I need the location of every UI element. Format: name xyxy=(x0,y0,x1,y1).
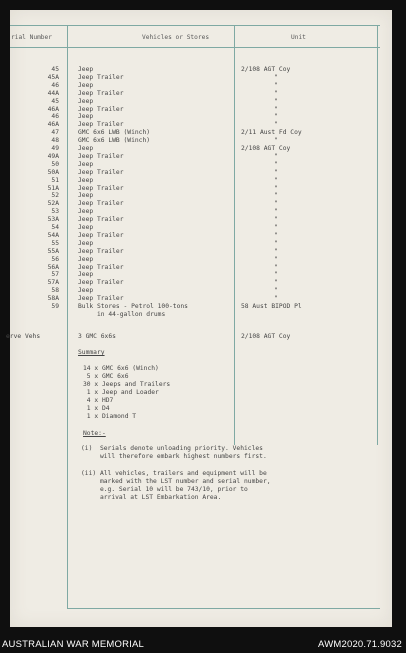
vehicle-or-store: Jeep xyxy=(78,145,94,152)
reserve-unit: 2/108 AGT Coy xyxy=(241,333,291,340)
vehicle-or-store: GMC 6x6 LWB (Winch) xyxy=(78,137,151,145)
unit: " xyxy=(274,152,278,160)
vehicle-or-store: Jeep xyxy=(78,224,94,231)
vehicle-or-store: Jeep xyxy=(78,81,94,89)
unit: " xyxy=(274,295,278,303)
vehicle-or-store: Jeep xyxy=(78,287,94,295)
summary-line: 1 x Diamond T xyxy=(83,413,137,420)
serial-number: 57A xyxy=(47,279,59,287)
serial-number: 49A xyxy=(47,152,59,160)
unit: " xyxy=(274,105,278,113)
unit: " xyxy=(274,121,278,129)
serial-number: 50 xyxy=(51,160,59,168)
table-bottom-rule xyxy=(67,608,380,609)
serial-number: 46A xyxy=(47,121,59,129)
header-serial-number: rial Number xyxy=(11,34,52,41)
vehicle-or-store: GMC 6x6 LWB (Winch) xyxy=(78,129,151,137)
serial-number: 47 xyxy=(51,129,59,137)
unit: " xyxy=(274,73,278,81)
serial-number: 51 xyxy=(51,176,59,184)
vehicle-or-store: Jeep Trailer xyxy=(78,105,124,113)
unit: " xyxy=(274,224,278,231)
serial-number: 52A xyxy=(47,200,59,208)
unit: 2/11 Aust Fd Coy xyxy=(241,129,302,137)
vehicle-or-store: Jeep xyxy=(78,176,94,184)
vehicle-or-store: Jeep Trailer xyxy=(78,231,124,239)
unit: " xyxy=(274,200,278,208)
unit: 2/108 AGT Coy xyxy=(241,66,291,73)
serial-number: 49 xyxy=(51,145,59,152)
vehicle-or-store: Jeep xyxy=(78,113,94,121)
header-vehicles-or-stores: Vehicles or Stores xyxy=(142,34,210,41)
vehicle-or-store: Jeep Trailer xyxy=(78,152,124,160)
vehicle-or-store: Jeep xyxy=(78,208,94,216)
unit: " xyxy=(274,231,278,239)
unit: 58 Aust BIPOD Pl xyxy=(241,303,302,310)
vehicle-or-store: Jeep Trailer xyxy=(78,263,124,271)
unit: " xyxy=(274,184,278,192)
serial-number: 56A xyxy=(47,263,59,271)
summary-line: 5 x GMC 6x6 xyxy=(83,373,129,380)
serial-number: 46 xyxy=(51,81,59,89)
unit: " xyxy=(274,97,278,105)
unit: " xyxy=(274,176,278,184)
serial-number: 45 xyxy=(51,97,59,105)
unit: " xyxy=(274,239,278,247)
unit: " xyxy=(274,168,278,176)
vehicle-or-store: Jeep xyxy=(78,66,94,73)
unit: " xyxy=(274,263,278,271)
serial-number: 51A xyxy=(47,184,59,192)
summary-heading: Summary xyxy=(78,349,105,356)
serial-number: 54A xyxy=(47,231,59,239)
serial-number: 54 xyxy=(51,224,59,231)
vehicle-or-store: Jeep xyxy=(78,239,94,247)
unit: " xyxy=(274,208,278,216)
vehicle-or-store: in 44-gallon drums xyxy=(97,310,166,318)
unit: " xyxy=(274,89,278,97)
serial-column-divider xyxy=(67,25,68,608)
note-item-1: (i) Serials denote unloading priority. Vehicles will therefore embark highest numbers first. xyxy=(81,445,267,460)
serial-number: 53 xyxy=(51,208,59,216)
vehicle-or-store: Jeep xyxy=(78,97,94,105)
vehicle-or-store: Jeep Trailer xyxy=(78,247,124,255)
notes-heading: Note:- xyxy=(83,430,106,437)
vehicle-or-store: Jeep Trailer xyxy=(78,279,124,287)
header-unit: Unit xyxy=(291,34,306,41)
unit: " xyxy=(274,279,278,287)
right-column-divider xyxy=(377,25,378,445)
serial-number: 45 xyxy=(51,66,59,73)
serial-number: 45A xyxy=(47,73,59,81)
unit: " xyxy=(274,160,278,168)
summary-line: 30 x Jeeps and Trailers xyxy=(83,381,171,388)
unit: " xyxy=(274,216,278,224)
unit: " xyxy=(274,192,278,200)
vehicle-or-store: Jeep xyxy=(78,271,94,279)
vehicle-or-store: Jeep Trailer xyxy=(78,73,124,81)
vehicle-or-store: Jeep Trailer xyxy=(78,121,124,129)
summary-line: 1 x Jeep and Loader xyxy=(83,389,159,396)
serial-number: 44A xyxy=(47,89,59,97)
serial-number: 46 xyxy=(51,113,59,121)
vehicle-or-store: Jeep Trailer xyxy=(78,295,124,303)
serial-number: 59 xyxy=(51,303,59,310)
vehicle-or-store: Jeep xyxy=(78,160,94,168)
serial-number: 58 xyxy=(51,287,59,295)
header-bottom-rule xyxy=(10,47,380,48)
summary-line: 14 x GMC 6x6 (Winch) xyxy=(83,365,159,372)
document-page xyxy=(6,10,392,627)
summary-line: 4 x HD7 xyxy=(83,397,114,404)
vehicle-or-store: Jeep Trailer xyxy=(78,184,124,192)
note-item-2: (ii) All vehicles, trailers and equipment will be marked with the LST number and serial number, e.g. Serial 10 will be 743/10, prior to arrival at LST Embarkation Area. xyxy=(81,470,271,501)
unit: " xyxy=(274,113,278,121)
serial-number: 53A xyxy=(47,216,59,224)
vehicle-or-store: Jeep Trailer xyxy=(78,200,124,208)
vehicle-or-store: Jeep Trailer xyxy=(78,216,124,224)
vehicle-or-store: Jeep Trailer xyxy=(78,168,124,176)
unit: 2/108 AGT Coy xyxy=(241,145,291,152)
vehicle-or-store: Jeep Trailer xyxy=(78,89,124,97)
serial-number: 50A xyxy=(47,168,59,176)
serial-number: 48 xyxy=(51,137,59,145)
serial-number: 52 xyxy=(51,192,59,200)
unit: " xyxy=(274,81,278,89)
unit: " xyxy=(274,137,278,145)
summary-line: 1 x D4 xyxy=(83,405,110,412)
unit: " xyxy=(274,271,278,279)
table-top-rule xyxy=(10,25,380,26)
vehicle-or-store: Jeep xyxy=(78,255,94,263)
serial-number: 57 xyxy=(51,271,59,279)
serial-number: 46A xyxy=(47,105,59,113)
unit-column-divider xyxy=(234,25,235,445)
footer-accession-number: AWM2020.71.9032 xyxy=(318,639,402,650)
vehicle-or-store: Bulk Stores - Petrol 100-tons xyxy=(78,303,188,310)
reserve-vehicle: 3 GMC 6x6s xyxy=(78,333,116,340)
footer-institution: AUSTRALIAN WAR MEMORIAL xyxy=(2,639,145,650)
serial-number: 58A xyxy=(47,295,59,303)
unit: " xyxy=(274,247,278,255)
vehicle-or-store: Jeep xyxy=(78,192,94,200)
reserve-label: erve Vehs xyxy=(6,333,41,340)
unit: " xyxy=(274,255,278,263)
serial-number: 56 xyxy=(51,255,59,263)
serial-number: 55A xyxy=(47,247,59,255)
serial-number: 55 xyxy=(51,239,59,247)
unit: " xyxy=(274,287,278,295)
